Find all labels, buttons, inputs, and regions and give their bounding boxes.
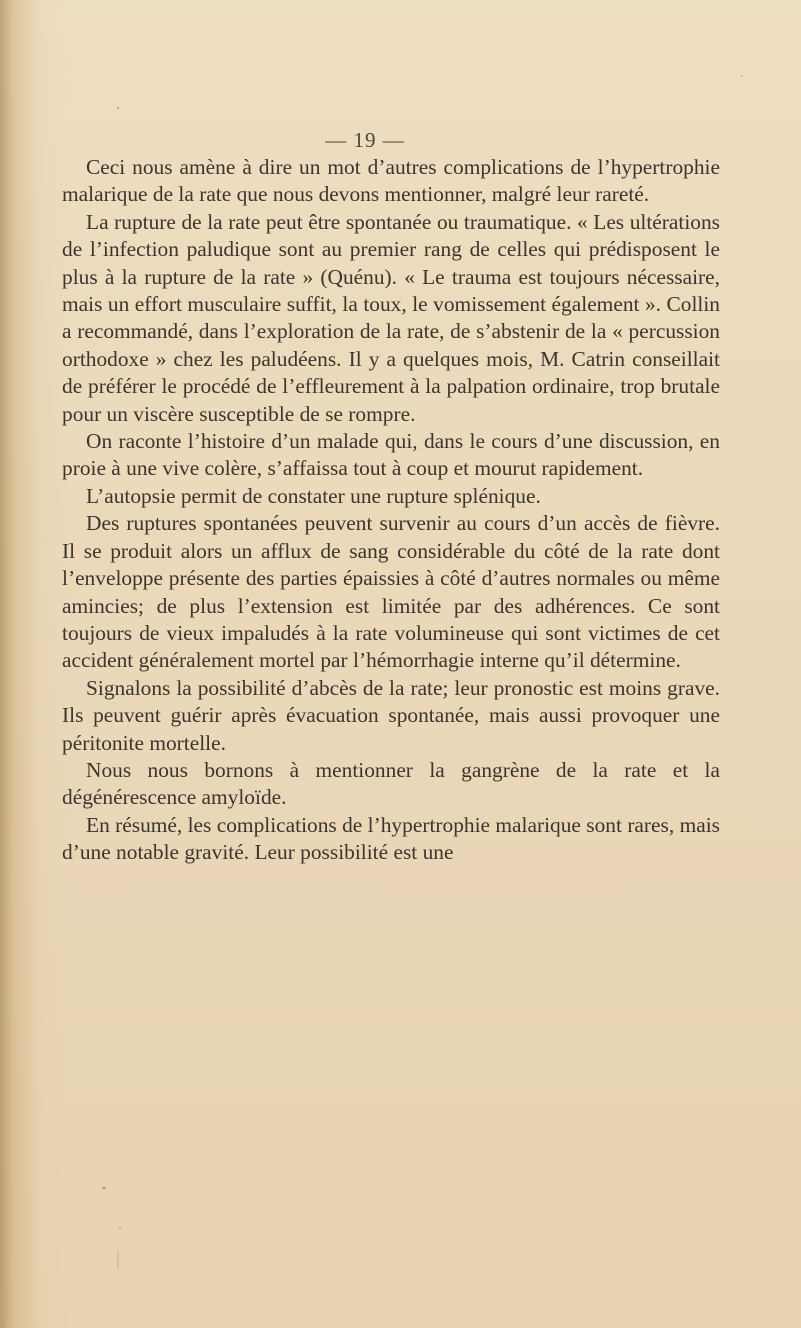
body-text [62,154,720,867]
paragraph-spontaneous-ruptures: Des ruptures spontanées peuvent survenir au cours d’un accès de fièvre. Il se produit alors un afflux de sang considérable du côté de la rate dont l’enveloppe présente des parties épaissies à côté d’autres normales ou même amincies; de plus l’extension est limitée par des adhérences. Ce sont toujours de vieux impaludés à la rate volumineuse qui sont victimes de cet accident généralement mortel par l’hémorrhagie interne qu’il détermine. [62,511,720,673]
paragraph-rupture: La rupture de la rate peut être spontanée ou traumatique. « Les ultérations de l’infection paludique sont au premier rang de celles qui prédisposent le plus à la rupture de la rate » (Quénu). « Le trauma est toujours nécessaire, mais un effort musculaire suffit, la toux, le vomissement également ». Collin a recommandé, dans l’exploration de la rate, de s’abstenir de la « percussion orthodoxe » chez les paludéens. Il y a quelques mois, M. Catrin conseillait de préférer le procédé de l’effleurement à la palpation ordinaire, trop brutale pour un viscère susceptible de se rompre. [62,209,720,426]
paragraph-intro: Ceci nous amène à dire un mot d’autres complications de l’hypertrophie malarique de la rate que nous devons mentionner, malgré leur rareté. [62,155,720,207]
paragraph-abscess: Signalons la possibilité d’abcès de la rate; leur pronostic est moins grave. Ils peuvent guérir après évacuation spontanée, mais aussi provoquer une péritonite mortelle. [62,675,720,755]
page-number: — 19 — [325,128,405,152]
paragraph-autopsy: L’autopsie permit de constater une rupture splénique. [86,483,541,508]
paragraph-summary: En résumé, les complications de l’hypertrophie malarique sont rares, mais d’une notable gravité. Leur possibilité est une [62,812,720,865]
paragraph-gangrene: Nous nous bornons à mentionner la gangrène de la rate et la dégénérescence amyloïde. [62,757,720,810]
paragraph-anecdote: On raconte l’histoire d’un malade qui, dans le cours d’une discussion, en proie à une vive colère, s’affaissa tout à coup et mourut rapidement. [62,429,720,481]
